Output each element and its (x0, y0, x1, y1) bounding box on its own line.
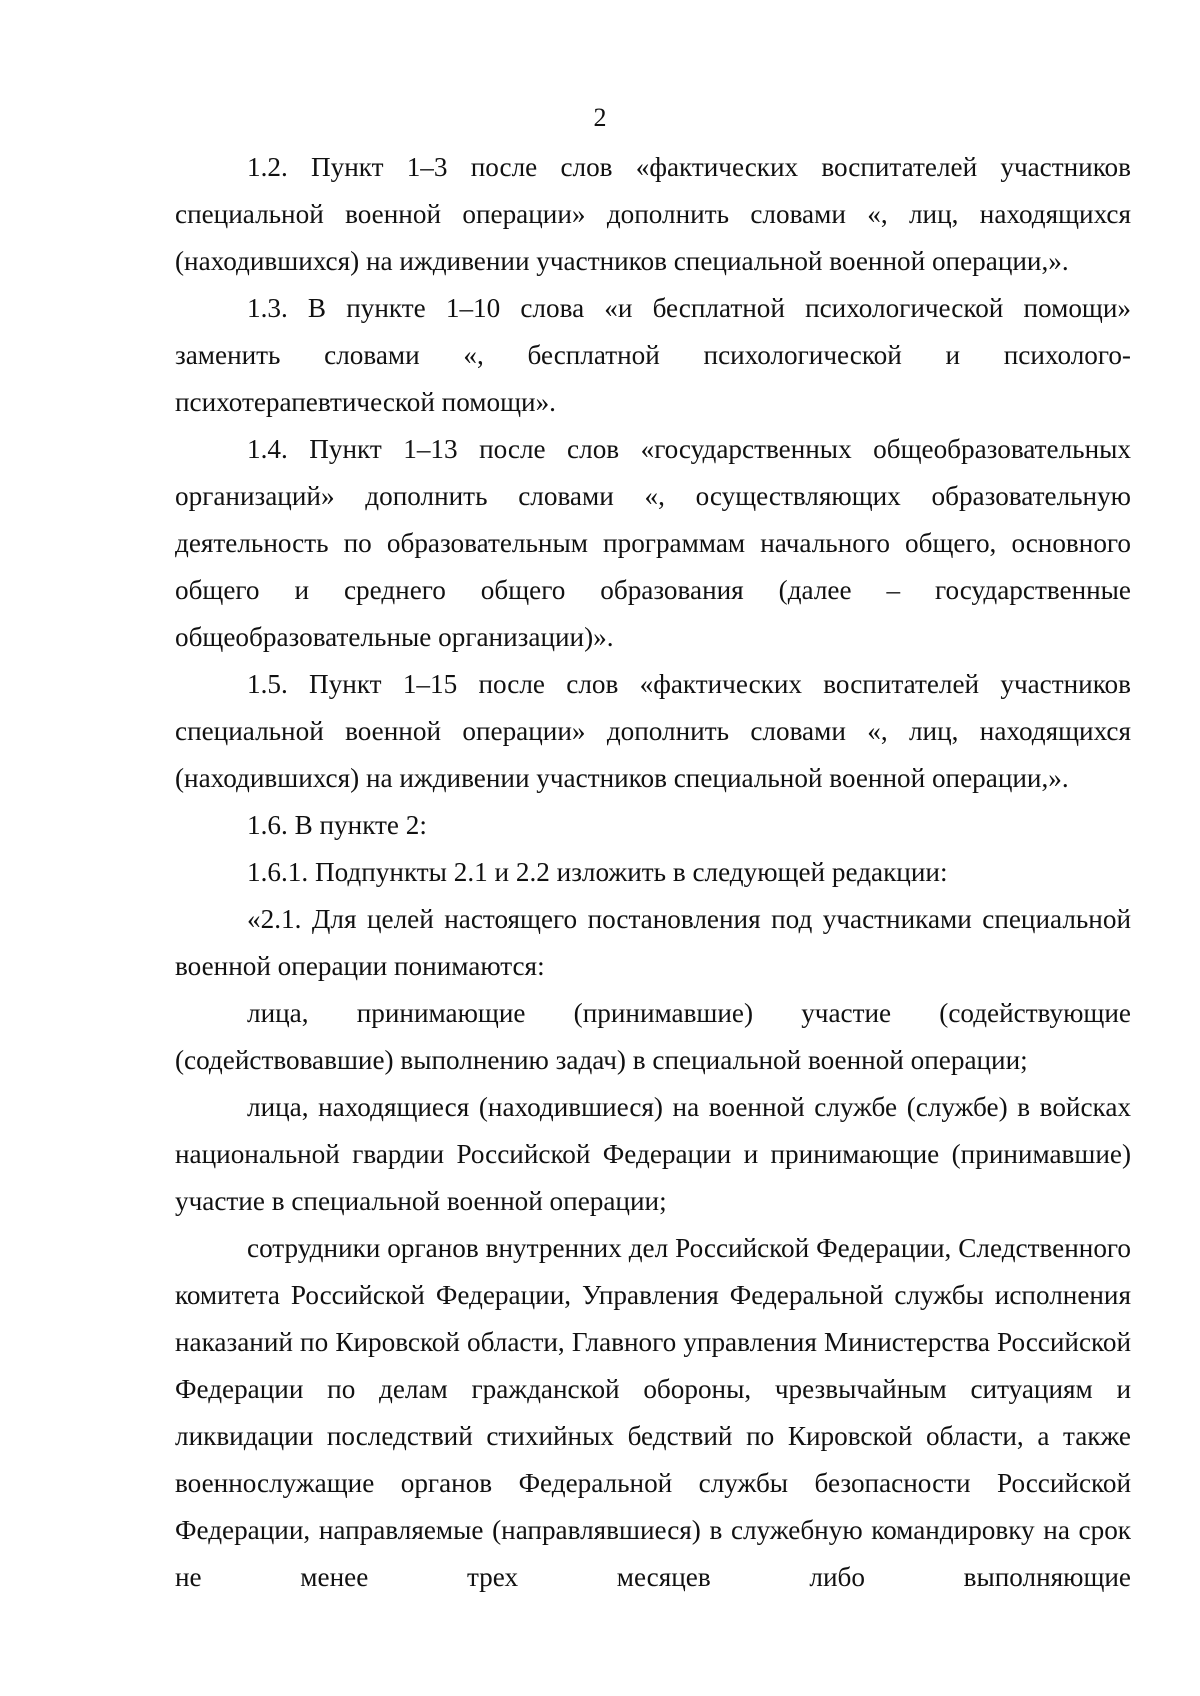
document-body (175, 144, 1131, 1601)
paragraph-1-3: 1.3. В пункте 1–10 слова «и бесплатной психологической помощи» заменить словами «, бесплатной психологической и психолого-психотерапевтической помощи». (175, 293, 1131, 417)
paragraph-1-6-1: 1.6.1. Подпункты 2.1 и 2.2 изложить в следующей редакции: (247, 857, 948, 887)
paragraph-1-5: 1.5. Пункт 1–15 после слов «фактических воспитателей участников специальной военной операции» дополнить словами «, лиц, находящихся (находившихся) на иждивении участников специальной военной операции,». (175, 669, 1131, 793)
page-number: 2 (593, 103, 607, 132)
paragraph-1-4: 1.4. Пункт 1–13 после слов «государственных общеобразовательных организаций» дополнить словами «, осуществляющих образовательную деятельность по образовательным программам начального общего, основного общего и среднего общего образования (далее – государственные общеобразовательные организации)». (175, 434, 1131, 652)
paragraph-persons-participating: лица, принимающие (принимавшие) участие (содействующие (содействовавшие) выполнению задач) в специальной военной операции; (175, 998, 1131, 1075)
paragraph-employees-agencies: сотрудники органов внутренних дел Российской Федерации, Следственного комитета Российской Федерации, Управления Федеральной службы исполнения наказаний по Кировской области, Главного управления Министерства Российской Федерации по делам гражданской обороны, чрезвычайным ситуациям и ликвидации последствий стихийных бедствий по Кировской области, а также военнослужащие органов Федеральной службы безопасности Российской Федерации, направляемые (направлявшиеся) в служебную командировку на срок не менее трех месяцев либо выполняющие (175, 1233, 1131, 1592)
paragraph-2-1: «2.1. Для целей настоящего постановления под участниками специальной военной операции понимаются: (175, 904, 1131, 981)
paragraph-national-guard: лица, находящиеся (находившиеся) на военной службе (службе) в войсках национальной гвардии Российской Федерации и принимающие (принимавшие) участие в специальной военной операции; (175, 1092, 1131, 1216)
paragraph-1-6: 1.6. В пункте 2: (247, 810, 427, 840)
paragraph-1-2: 1.2. Пункт 1–3 после слов «фактических воспитателей участников специальной военной операции» дополнить словами «, лиц, находящихся (находившихся) на иждивении участников специальной военной операции,». (175, 152, 1131, 276)
